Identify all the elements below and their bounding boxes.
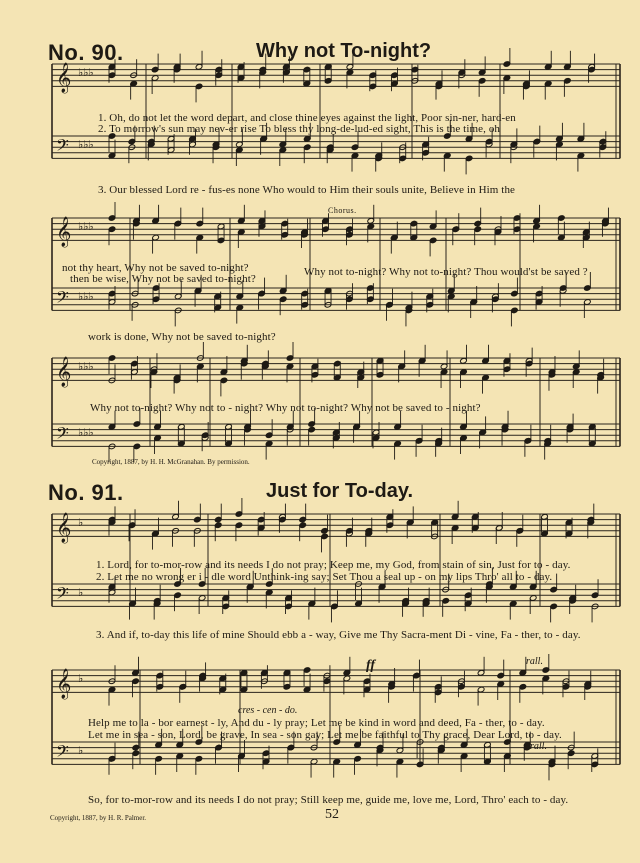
copyright-note: Copyright, 1887, by H. R. Palmer. [50, 814, 147, 822]
lyric-line: then be wise, Why not be saved to-night? [70, 273, 256, 285]
lyric-line: 3. And if, to-day this life of mine Should ebb a - way, Give me Thy Sacra-ment Di - vine, Fa - ther, to - day. [96, 629, 581, 641]
lyric-line: 2. Let me no wrong er i - dle word Unthink-ing say; Set Thou a seal up - on my lips Thro' all to - day. [96, 571, 553, 583]
lyric-line: So, for to-mor-row and its needs I do not pray; Still keep me, guide me, love me, Lord, Thro' each to - day. [88, 794, 569, 806]
treble-clef-icon: 𝄞 [56, 63, 72, 93]
lyric-line: Why not to-night? Why not to - night? Why not to-night? Why not be saved to - night? [90, 402, 481, 414]
bass-clef-icon: 𝄢 [56, 583, 69, 607]
hymn-number: No. 90. [48, 40, 124, 65]
lyric-line: 2. To morrow's sun may nev-er rise To bless thy long-de-lud-ed sight, This is the time, oh [98, 123, 501, 135]
treble-clef-icon: 𝄞 [56, 669, 72, 699]
key-signature-icon: ♭♭♭ [78, 67, 94, 79]
treble-clef-icon: 𝄞 [56, 357, 72, 387]
lyric-line: not thy heart, Why not be saved to-night? [62, 262, 249, 274]
treble-clef-icon: 𝄞 [56, 217, 72, 247]
key-signature-icon: ♭♭♭ [78, 361, 94, 373]
key-signature-icon: ♭♭♭ [78, 221, 94, 233]
dynamic-marking: ff [366, 658, 376, 673]
hymn-title: Why not To-night? [256, 40, 432, 62]
dynamic-marking: rall. [526, 656, 543, 667]
bass-clef-icon: 𝄢 [56, 287, 69, 311]
key-signature-icon: ♭ [78, 587, 84, 599]
lyric-line: Let me in sea - son, Lord, be grave, In sea - son gay; Let me be faithful to Thy grace, Dear Lord, to - day. [88, 729, 562, 741]
key-signature-icon: ♭ [78, 517, 84, 529]
lyric-line: Help me to la - bor earnest - ly, And du - ly pray; Let me be kind in word and deed, Fa - ther, to - day. [88, 717, 545, 729]
key-signature-icon: ♭♭♭ [78, 427, 94, 439]
key-signature-icon: ♭♭♭ [78, 291, 94, 303]
page-number: 52 [325, 807, 339, 822]
treble-clef-icon: 𝄞 [56, 513, 72, 543]
dynamic-marking: rall. [530, 741, 547, 752]
lyric-line: Why not to-night? Why not to-night? Thou would'st be saved ? [304, 266, 588, 278]
copyright-note: Copyright, 1887, by H. H. McGranahan. By permission. [92, 458, 250, 466]
chorus-label: Chorus. [328, 206, 357, 215]
bass-clef-icon: 𝄢 [56, 423, 69, 447]
lyric-line: 1. Oh, do not let the word depart, and close thine eyes against the light, Poor sin-ner, hard-en [98, 112, 516, 124]
bass-clef-icon: 𝄢 [56, 135, 69, 159]
key-signature-icon: ♭ [78, 745, 84, 757]
hymn-title: Just for To-day. [266, 480, 414, 502]
hymn-number: No. 91. [48, 480, 124, 505]
bass-clef-icon: 𝄢 [56, 741, 69, 765]
key-signature-icon: ♭♭♭ [78, 139, 94, 151]
lyric-line: work is done, Why not be saved to-night? [88, 331, 276, 343]
key-signature-icon: ♭ [78, 673, 84, 685]
lyric-line: 3. Our blessed Lord re - fus-es none Who would to Him their souls unite, Believe in Him the [98, 184, 516, 196]
dynamic-marking: cres - cen - do. [238, 705, 298, 716]
lyric-line: 1. Lord, for to-mor-row and its needs I do not pray; Keep me, my God, from stain of sin, Just for to - day. [96, 559, 571, 571]
